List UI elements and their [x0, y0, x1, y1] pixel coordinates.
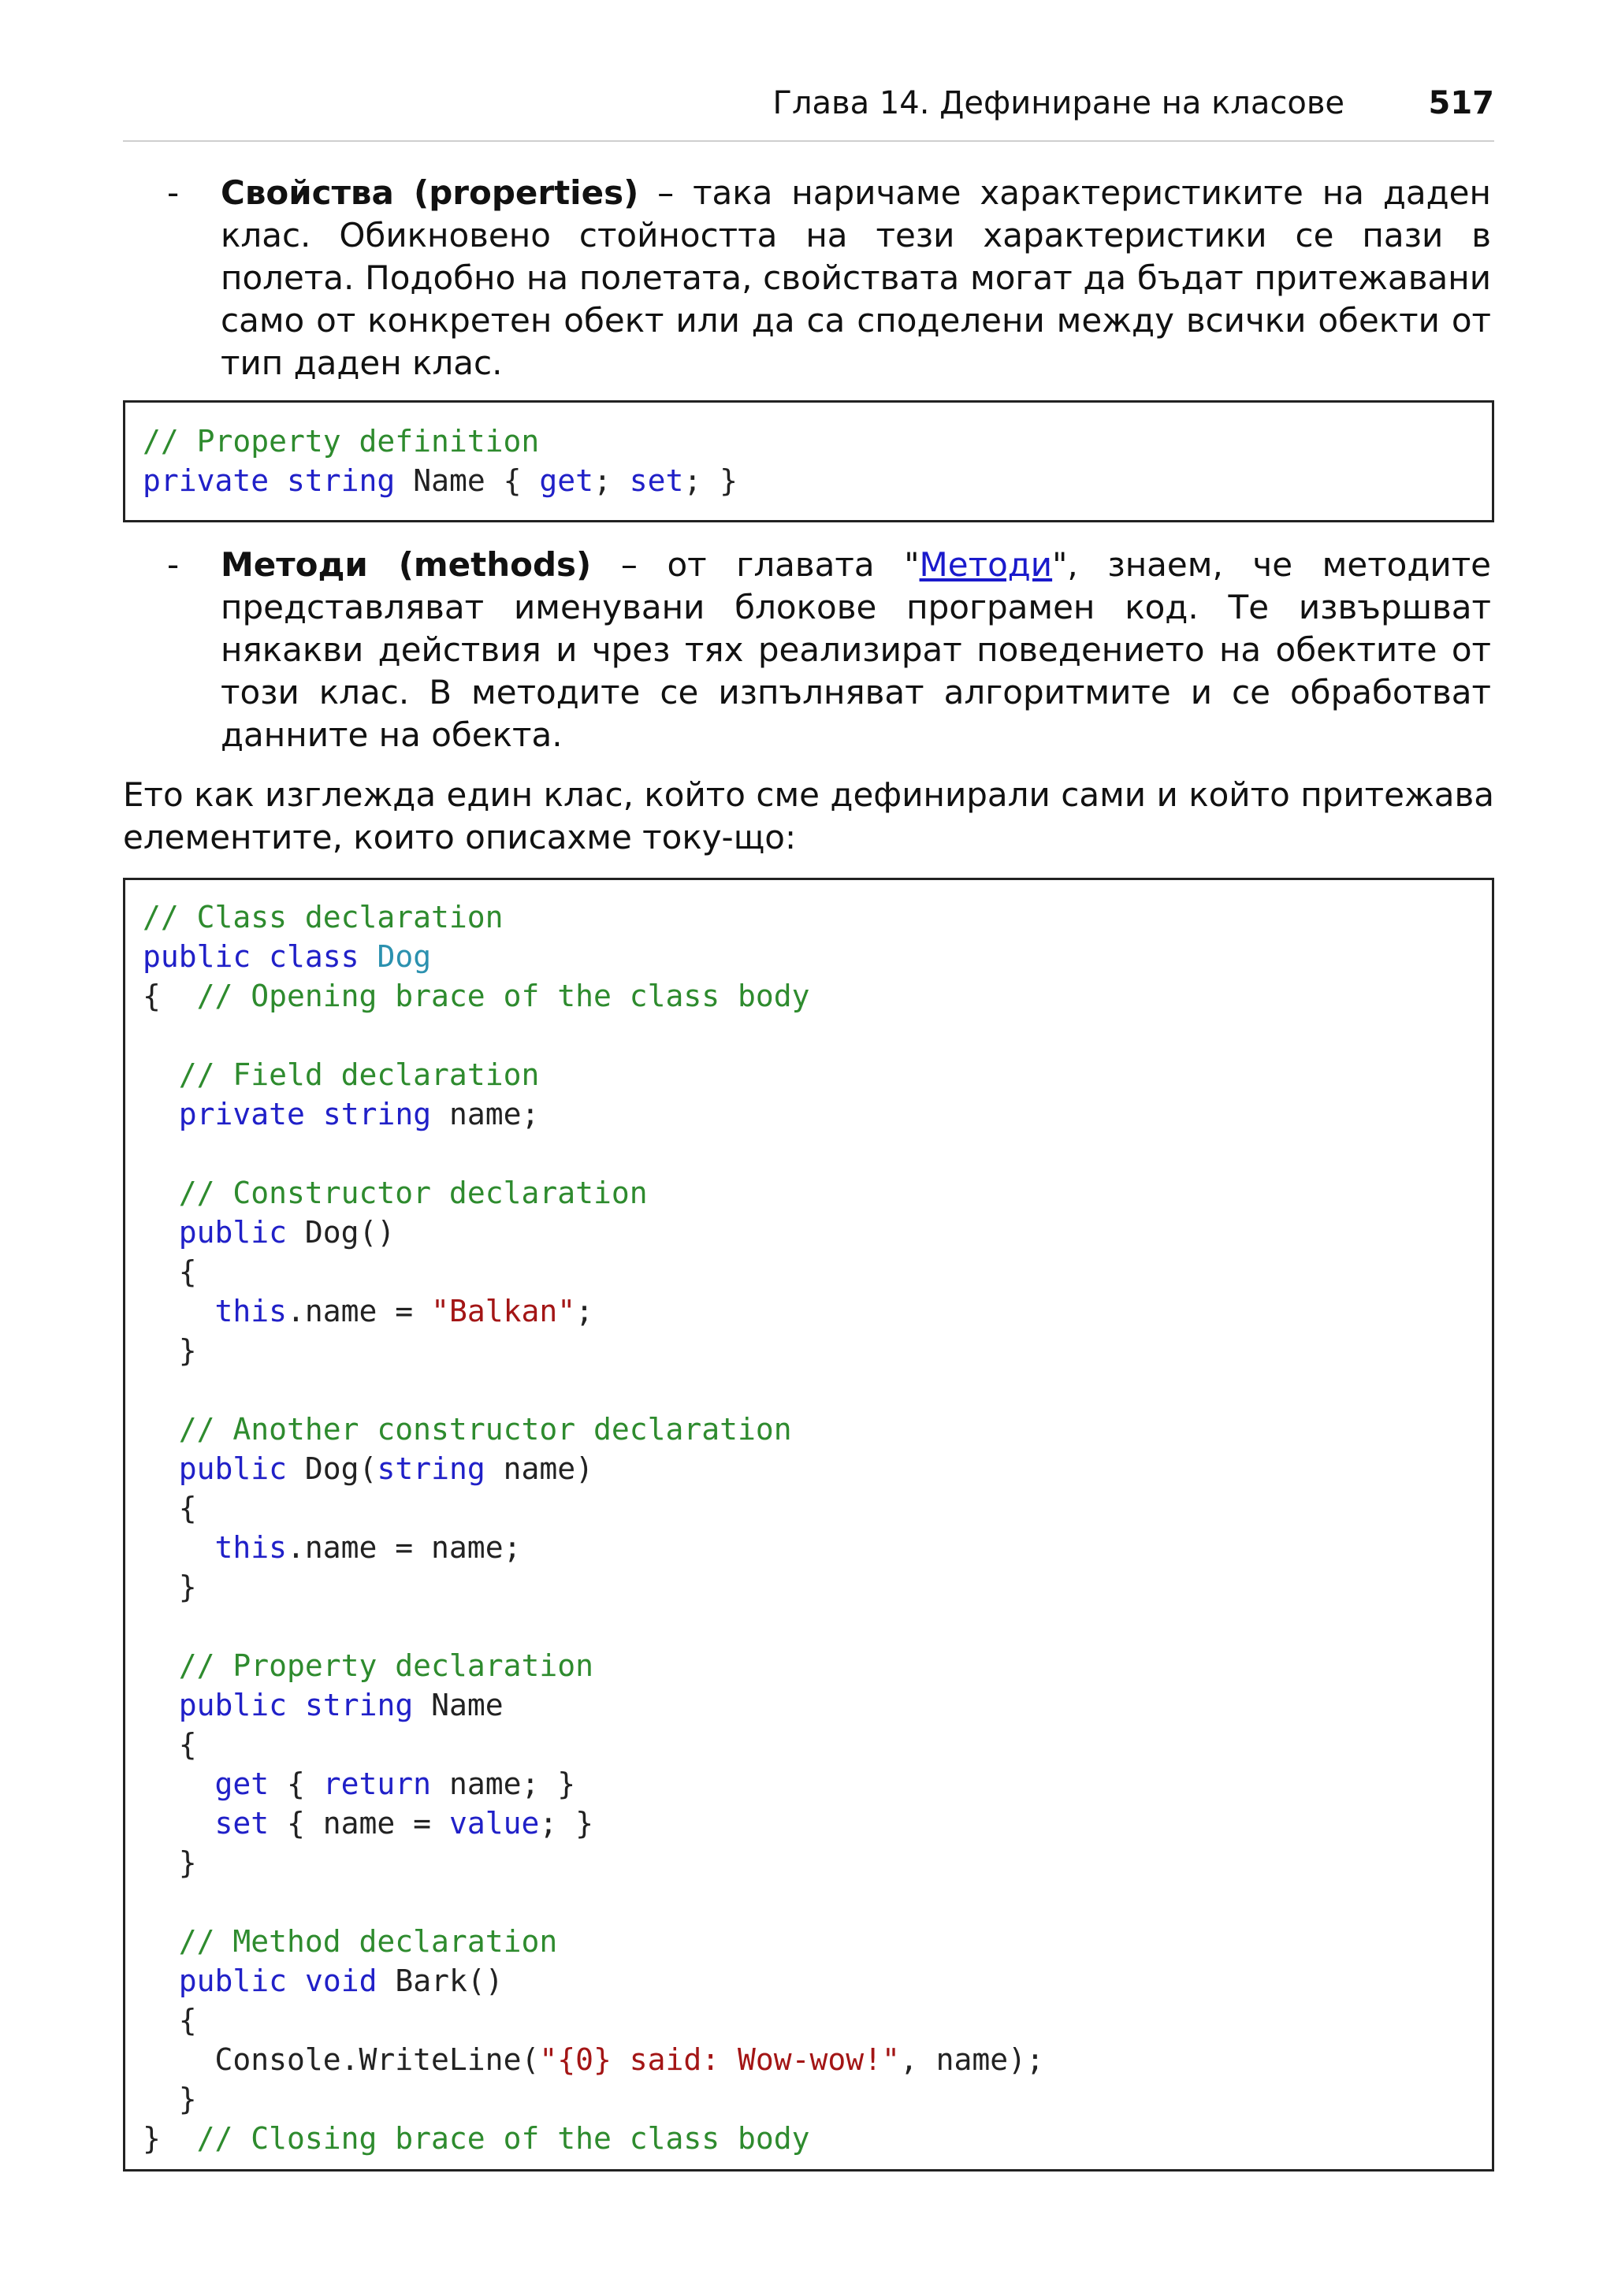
- intro-paragraph: Ето как изглежда един клас, който сме дефинирали сами и който притежава елементите, които описахме току-що:: [123, 775, 1494, 856]
- bullet-text: [221, 172, 1491, 385]
- term-properties: Свойства (properties): [221, 173, 639, 212]
- bullet-properties: [167, 172, 1491, 385]
- bullet-dash: -: [167, 545, 180, 584]
- page-header: [123, 79, 1494, 142]
- bullet-text: Методи (methods) – от главата "Методи", знаем, че методите представляват именувани блокове програмен код. Те извършват някакви действия и чрез тях реализират поведението на обектите от този клас. В методите се изпълняват алгоритмите и се обработват данните на обекта.: [221, 545, 1492, 754]
- bullet-methods: [167, 544, 1491, 756]
- code-block-property: [123, 400, 1494, 522]
- bullet-dash: -: [167, 173, 180, 212]
- properties-description: – така наричаме характеристиките на даден клас. Обикновено стойността на тези характеристики се пази в полета. Подобно на полетата, свойствата могат да бъдат притежавани само от конкретен обект или да са споделени между всички обекти от тип даден клас.: [221, 173, 1491, 382]
- term-methods: Методи (methods): [221, 545, 592, 584]
- page-number: 517: [1428, 85, 1494, 121]
- code-property-definition: // Property definition private string Name { get; set; }: [143, 424, 738, 498]
- code-block-class-dog: [123, 878, 1494, 2172]
- link-methods-chapter[interactable]: Методи: [919, 545, 1053, 584]
- chapter-title: Глава 14. Дефиниране на класове: [772, 85, 1344, 121]
- code-class-dog: // Class declaration public class Dog { // Opening brace of the class body // Field declaration private string name; // Constructor declaration public Dog() { this.name = "Balkan"; } // Another constructor declaration public Dog(string name) { this.name = name; } // Property declaration public string Name { get { return name; } set { name = value; } } // Method declaration public void Bark() { Console.WriteLine("{0} said: Wow-wow!", name); } } // Closing brace of the class body: [143, 900, 1044, 2156]
